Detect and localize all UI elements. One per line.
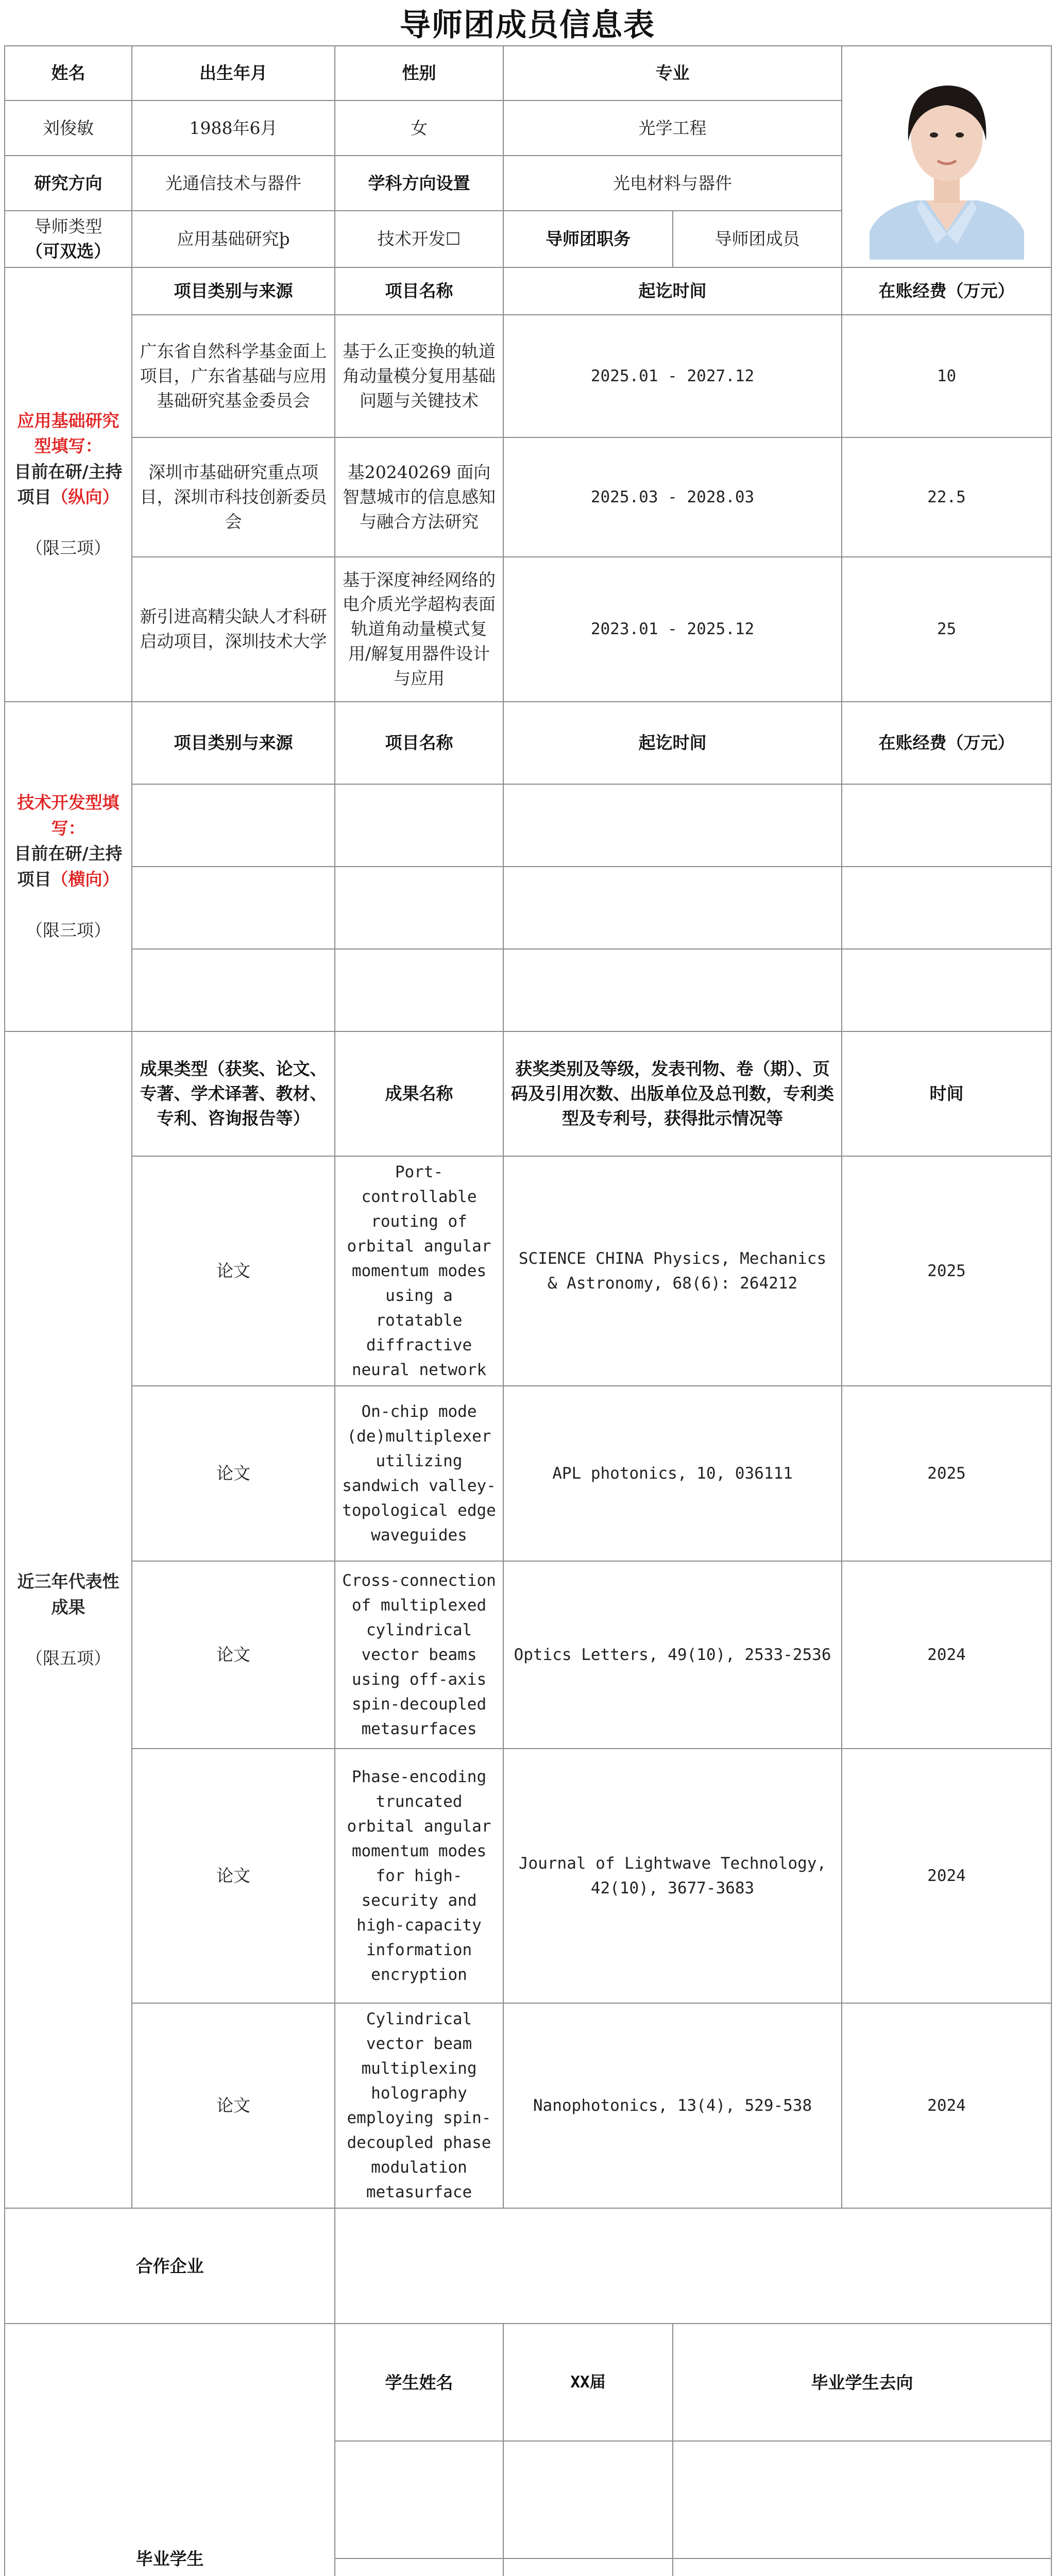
br-name: 基于么正变换的轨道角动量模分复用基础问题与关键技术: [335, 315, 503, 437]
br-source: 新引进高精尖缺人才科研启动项目，深圳技术大学: [132, 557, 335, 702]
name-value: 刘俊敏: [5, 100, 132, 156]
td-header-source: 项目类别与来源: [132, 702, 335, 784]
major-header: 专业: [503, 46, 842, 100]
mentor-type-sub: （可双选）: [26, 241, 111, 261]
ach-name: Cross-connection of multiplexed cylindrical vector beams using off-axis spin-decoupled metasurfaces: [335, 1561, 503, 1749]
graduates-header-row: [5, 2324, 1051, 2441]
table-row: [5, 2003, 1051, 2208]
br-funds: 10: [842, 315, 1051, 437]
ach-type: 论文: [132, 1156, 335, 1386]
br-header-source: 项目类别与来源: [132, 267, 335, 315]
team-role-value: 导师团成员: [673, 211, 842, 267]
br-source: 广东省自然科学基金面上项目，广东省基础与应用基础研究基金委员会: [132, 315, 335, 437]
ach-year: 2025: [842, 1386, 1051, 1561]
name-header: 姓名: [5, 46, 132, 100]
td-name-empty[interactable]: [335, 949, 503, 1031]
br-funds: 25: [842, 557, 1051, 702]
ach-year: 2024: [842, 1561, 1051, 1749]
grad-destination-empty[interactable]: [673, 2441, 1051, 2558]
portrait-photo: [842, 46, 1051, 267]
cooperation-label: 合作企业: [5, 2208, 335, 2324]
grad-destination-empty[interactable]: [673, 2558, 1051, 2576]
grad-name-empty[interactable]: [335, 2558, 503, 2576]
td-source-empty[interactable]: [132, 867, 335, 949]
table-row: [5, 949, 1051, 1031]
br-period: 2025.03 - 2028.03: [503, 437, 842, 557]
grad-name-empty[interactable]: [335, 2441, 503, 2558]
br-name: 基于深度神经网络的电介质光学超构表面轨道角动量模式复用/解复用器件设计与应用: [335, 557, 503, 702]
mentor-type-option-basic[interactable]: 应用基础研究þ: [132, 211, 335, 267]
basic-research-limit: （限三项）: [26, 538, 111, 558]
basic-research-label-red1: 应用基础研究型填写：: [17, 410, 120, 456]
ach-venue: SCIENCE CHINA Physics, Mechanics & Astronomy, 68(6): 264212: [503, 1156, 842, 1386]
research-direction-label: 研究方向: [5, 156, 132, 211]
ach-year: 2024: [842, 1749, 1051, 2003]
ach-venue: APL photonics, 10, 036111: [503, 1386, 842, 1561]
tech-dev-limit: （限三项）: [26, 920, 111, 940]
grad-class-empty[interactable]: [503, 2441, 673, 2558]
discipline-label: 学科方向设置: [335, 156, 503, 211]
cooperation-value[interactable]: [335, 2208, 1051, 2324]
ach-header-name: 成果名称: [335, 1031, 503, 1156]
ach-venue: Optics Letters, 49(10), 2533-2536: [503, 1561, 842, 1749]
td-period-empty[interactable]: [503, 867, 842, 949]
td-name-empty[interactable]: [335, 867, 503, 949]
td-source-empty[interactable]: [132, 949, 335, 1031]
br-header-period: 起讫时间: [503, 267, 842, 315]
br-period: 2025.01 - 2027.12: [503, 315, 842, 437]
td-header-funds: 在账经费（万元）: [842, 702, 1051, 784]
td-source-empty[interactable]: [132, 784, 335, 867]
table-row: [5, 437, 1051, 557]
ach-venue: Journal of Lightwave Technology, 42(10), 3677-3683: [503, 1749, 842, 2003]
ach-header-year: 时间: [842, 1031, 1051, 1156]
basic-research-label-red2: （纵向）: [51, 487, 120, 507]
br-period: 2023.01 - 2025.12: [503, 557, 842, 702]
achievements-label-text: 近三年代表性成果: [17, 1571, 120, 1617]
ach-type: 论文: [132, 1386, 335, 1561]
grad-header-class: XX届: [503, 2324, 673, 2441]
br-header-name: 项目名称: [335, 267, 503, 315]
research-direction-value: 光通信技术与器件: [132, 156, 335, 211]
mentor-type-label: [5, 211, 132, 267]
birth-value: 1988年6月: [132, 100, 335, 156]
page-title: 导师团成员信息表: [400, 7, 655, 43]
br-funds: 22.5: [842, 437, 1051, 557]
table-row: [5, 1561, 1051, 1749]
mentor-type-text: 导师类型: [34, 216, 103, 236]
td-header-name: 项目名称: [335, 702, 503, 784]
ach-name: On-chip mode (de)multiplexer utilizing sandwich valley-topological edge waveguides: [335, 1386, 503, 1561]
grad-class-empty[interactable]: [503, 2558, 673, 2576]
tech-dev-header-row: [5, 702, 1051, 784]
major-value: 光学工程: [503, 100, 842, 156]
achievements-label: [5, 1031, 132, 2209]
ach-header-type: 成果类型（获奖、论文、专著、学术译著、教材、专利、咨询报告等）: [132, 1031, 335, 1156]
br-source: 深圳市基础研究重点项目，深圳市科技创新委员会: [132, 437, 335, 557]
team-role-label: 导师团职务: [503, 211, 673, 267]
br-header-funds: 在账经费（万元）: [842, 267, 1051, 315]
table-row: [5, 867, 1051, 949]
ach-header-venue: 获奖类别及等级，发表刊物、卷（期）、页码及引用次数、出版单位及总刊数，专利类型及专利号，获得批示情况等: [503, 1031, 842, 1156]
tech-dev-label: [5, 702, 132, 1031]
discipline-value: 光电材料与器件: [503, 156, 842, 211]
ach-year: 2024: [842, 2003, 1051, 2208]
graduates-label: 毕业学生: [5, 2324, 335, 2576]
tech-dev-label-red1: 技术开发型填写：: [17, 792, 120, 838]
gender-value: 女: [335, 100, 503, 156]
info-table: [4, 45, 1052, 2576]
basic-research-label: [5, 267, 132, 702]
achievements-limit: （限五项）: [26, 1648, 111, 1668]
ach-type: 论文: [132, 1561, 335, 1749]
basic-header-row: [5, 46, 1051, 100]
table-row: [5, 1156, 1051, 1386]
grad-header-name: 学生姓名: [335, 2324, 503, 2441]
td-header-period: 起讫时间: [503, 702, 842, 784]
achievements-header-row: [5, 1031, 1051, 1156]
td-funds-empty[interactable]: [842, 867, 1051, 949]
basic-research-label-black: 目前在研/主持项目: [14, 461, 123, 507]
ach-name: Port-controllable routing of orbital angular momentum modes using a rotatable diffractive neural network: [335, 1156, 503, 1386]
birth-header: 出生年月: [132, 46, 335, 100]
ach-type: 论文: [132, 1749, 335, 2003]
portrait-icon: [859, 54, 1034, 260]
ach-year: 2025: [842, 1156, 1051, 1386]
table-row: [5, 1749, 1051, 2003]
table-row: [5, 557, 1051, 702]
br-name: 基20240269 面向智慧城市的信息感知与融合方法研究: [335, 437, 503, 557]
ach-venue: Nanophotonics, 13(4), 529-538: [503, 2003, 842, 2208]
grad-header-destination: 毕业学生去向: [673, 2324, 1051, 2441]
tech-dev-label-black: 目前在研/主持项目: [14, 843, 123, 889]
ach-type: 论文: [132, 2003, 335, 2208]
cooperation-row: [5, 2208, 1051, 2324]
mentor-type-option-tech[interactable]: 技术开发☐: [335, 211, 503, 267]
tech-dev-label-red2: （横向）: [51, 869, 120, 889]
ach-name: Phase-encoding truncated orbital angular momentum modes for high-security and high-capacity information encryption: [335, 1749, 503, 2003]
td-funds-empty[interactable]: [842, 784, 1051, 867]
td-name-empty[interactable]: [335, 784, 503, 867]
td-period-empty[interactable]: [503, 784, 842, 867]
gender-header: 性别: [335, 46, 503, 100]
ach-name: Cylindrical vector beam multiplexing holography employing spin-decoupled phase modulation metasurface: [335, 2003, 503, 2208]
table-row: [5, 1386, 1051, 1561]
table-row: [5, 784, 1051, 867]
td-period-empty[interactable]: [503, 949, 842, 1031]
td-funds-empty[interactable]: [842, 949, 1051, 1031]
basic-research-header-row: [5, 267, 1051, 315]
table-row: [5, 315, 1051, 437]
